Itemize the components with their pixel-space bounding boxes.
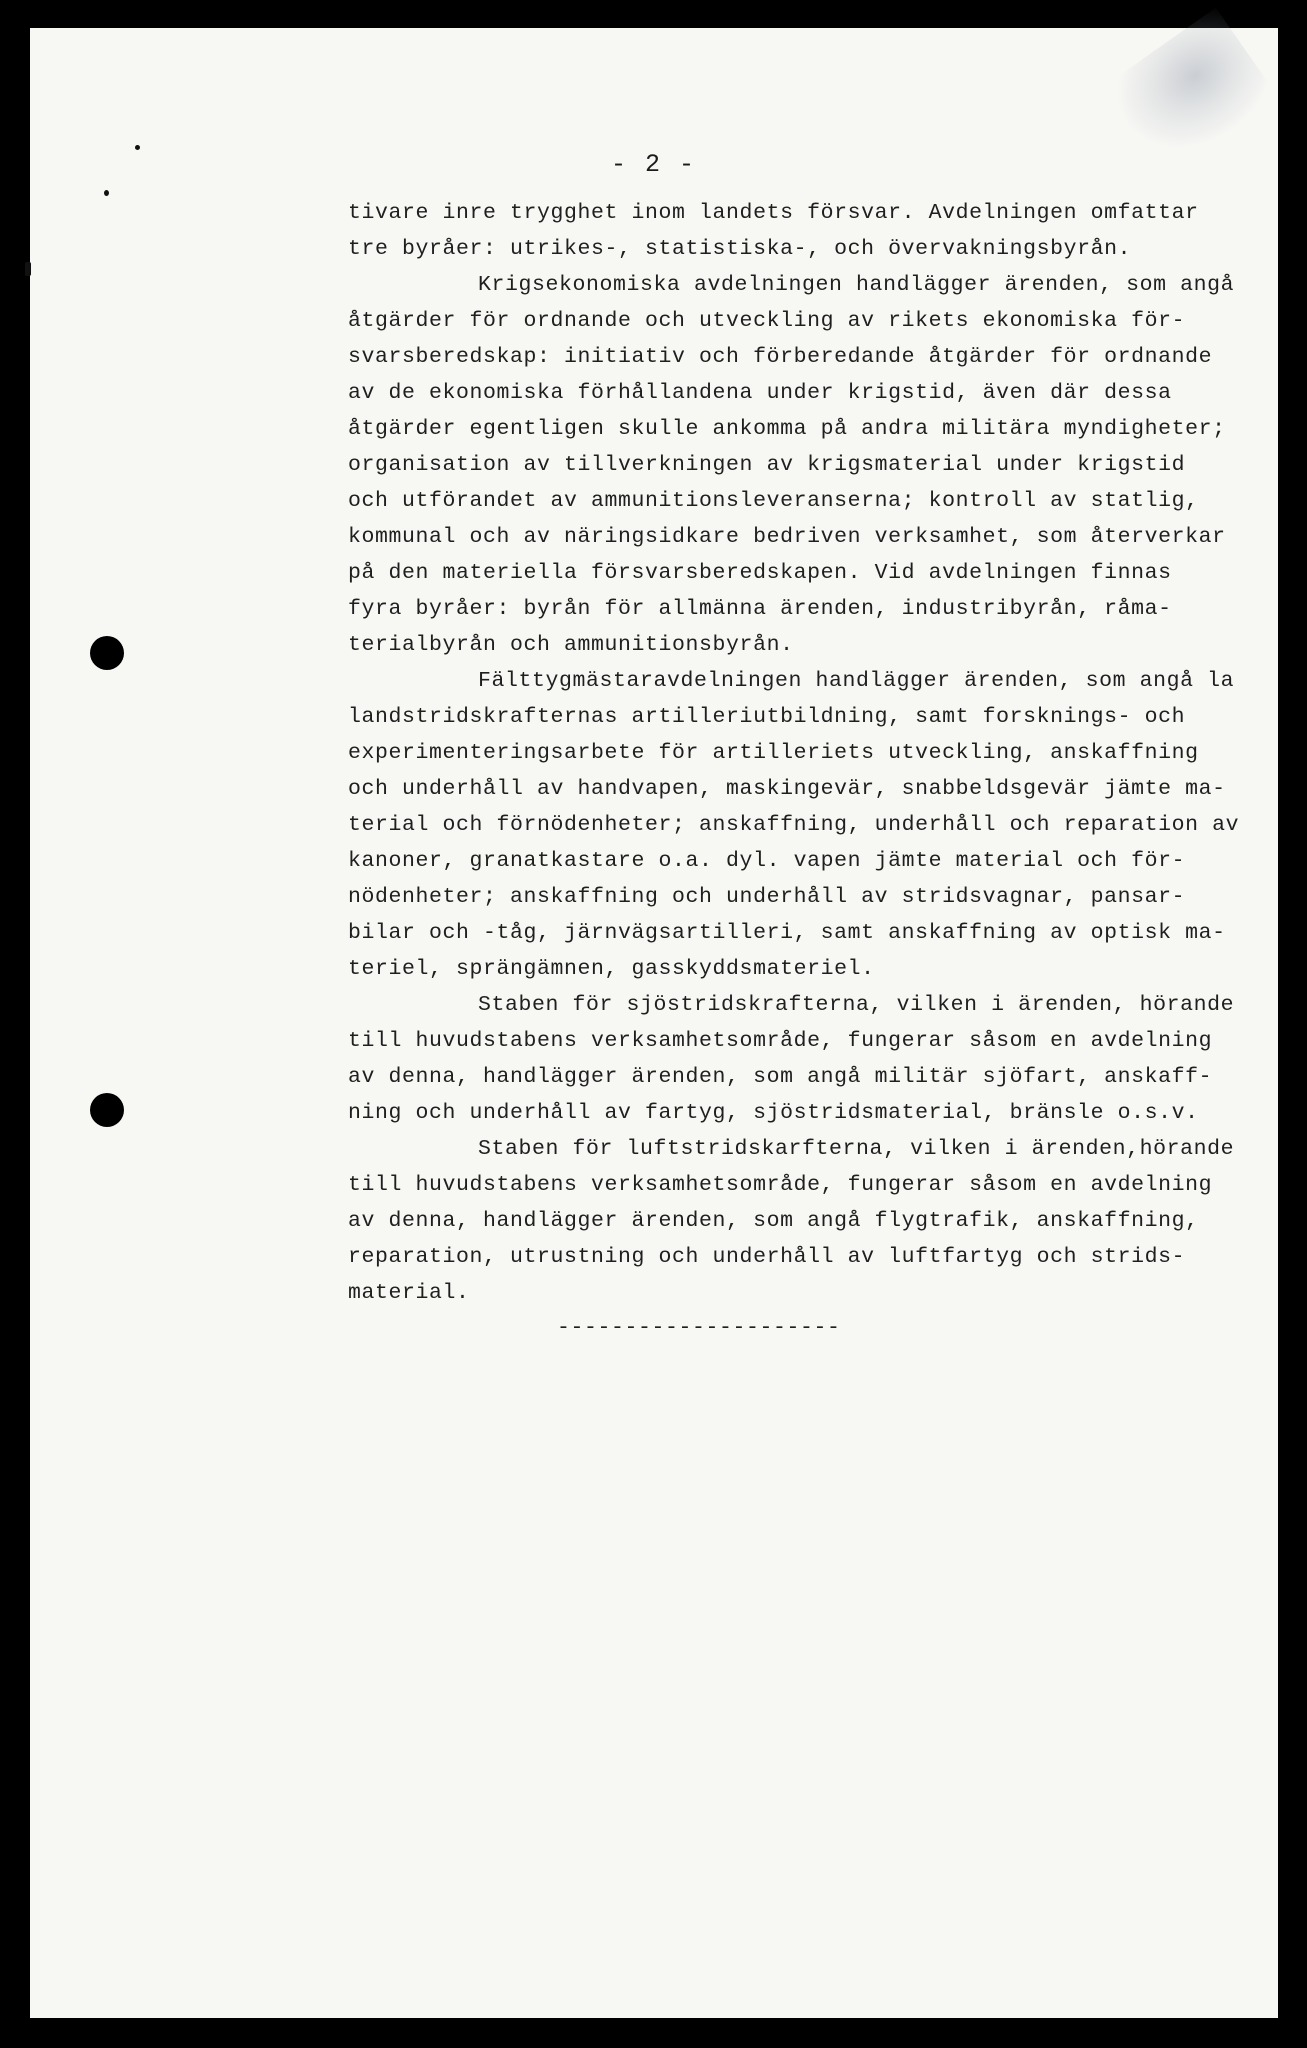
text-line: på den materiella försvarsberedskapen. Vid avdelningen finnas: [348, 561, 1172, 585]
text-line: till huvudstabens verksamhetsområde, fungerar såsom en avdelning: [348, 1029, 1213, 1053]
text-line: åtgärder egentligen skulle ankomma på andra militära myndigheter;: [348, 417, 1226, 441]
text-line: landstridskrafternas artilleriutbildning, samt forsknings- och: [348, 705, 1186, 729]
paper-speck: [25, 262, 31, 276]
text-line-paragraph-start: Fälttygmästaravdelningen handlägger ärenden, som angå la: [478, 669, 1235, 693]
page-number: - 2 -: [610, 150, 696, 179]
text-line: av denna, handlägger ärenden, som angå militär sjöfart, anskaff-: [348, 1065, 1213, 1089]
text-line: experimenteringsarbete för artilleriets utveckling, anskaffning: [348, 741, 1199, 765]
text-line: terial och förnödenheter; anskaffning, underhåll och reparation av: [348, 813, 1240, 837]
text-line: tre byråer: utrikes-, statistiska-, och övervakningsbyrån.: [348, 237, 1132, 261]
text-line: material.: [348, 1281, 470, 1305]
text-line: bilar och -tåg, järnvägsartilleri, samt anskaffning av optisk ma-: [348, 921, 1226, 945]
closing-dashed-rule: ---------------------: [557, 1316, 841, 1340]
text-line: till huvudstabens verksamhetsområde, fungerar såsom en avdelning: [348, 1173, 1213, 1197]
text-line: nödenheter; anskaffning och underhåll av stridsvagnar, pansar-: [348, 885, 1186, 909]
text-line-paragraph-start: Staben för luftstridskarfterna, vilken i ärenden,hörande: [478, 1137, 1235, 1161]
text-line: reparation, utrustning och underhåll av luftfartyg och strids-: [348, 1245, 1186, 1269]
text-line: av denna, handlägger ärenden, som angå flygtrafik, anskaffning,: [348, 1209, 1199, 1233]
text-line: kanoner, granatkastare o.a. dyl. vapen jämte material och för-: [348, 849, 1186, 873]
text-line-paragraph-start: Krigsekonomiska avdelningen handlägger ärenden, som angå: [478, 273, 1235, 297]
text-line: teriel, sprängämnen, gasskyddsmateriel.: [348, 957, 875, 981]
text-line: tivare inre trygghet inom landets försvar. Avdelningen omfattar: [348, 201, 1199, 225]
text-line: och underhåll av handvapen, maskingevär, snabbeldsgevär jämte ma-: [348, 777, 1226, 801]
typed-body-text: [348, 195, 1278, 1311]
text-line: fyra byråer: byrån för allmänna ärenden, industribyrån, råma-: [348, 597, 1172, 621]
text-line: kommunal och av näringsidkare bedriven verksamhet, som återverkar: [348, 525, 1226, 549]
text-line: av de ekonomiska förhållandena under krigstid, även där dessa: [348, 381, 1172, 405]
text-line: ning och underhåll av fartyg, sjöstridsmaterial, bränsle o.s.v.: [348, 1101, 1199, 1125]
text-line: terialbyrån och ammunitionsbyrån.: [348, 633, 794, 657]
text-line: åtgärder för ordnande och utveckling av rikets ekonomiska för-: [348, 309, 1186, 333]
text-line: organisation av tillverkningen av krigsmaterial under krigstid: [348, 453, 1186, 477]
text-line-paragraph-start: Staben för sjöstridskrafterna, vilken i ärenden, hörande: [478, 993, 1235, 1017]
text-line: svarsberedskap: initiativ och förberedande åtgärder för ordnande: [348, 345, 1213, 369]
punch-hole-lower: [90, 1093, 124, 1127]
paper-speck: [104, 190, 109, 196]
text-line: och utförandet av ammunitionsleveranserna; kontroll av statlig,: [348, 489, 1199, 513]
punch-hole-upper: [90, 636, 124, 670]
